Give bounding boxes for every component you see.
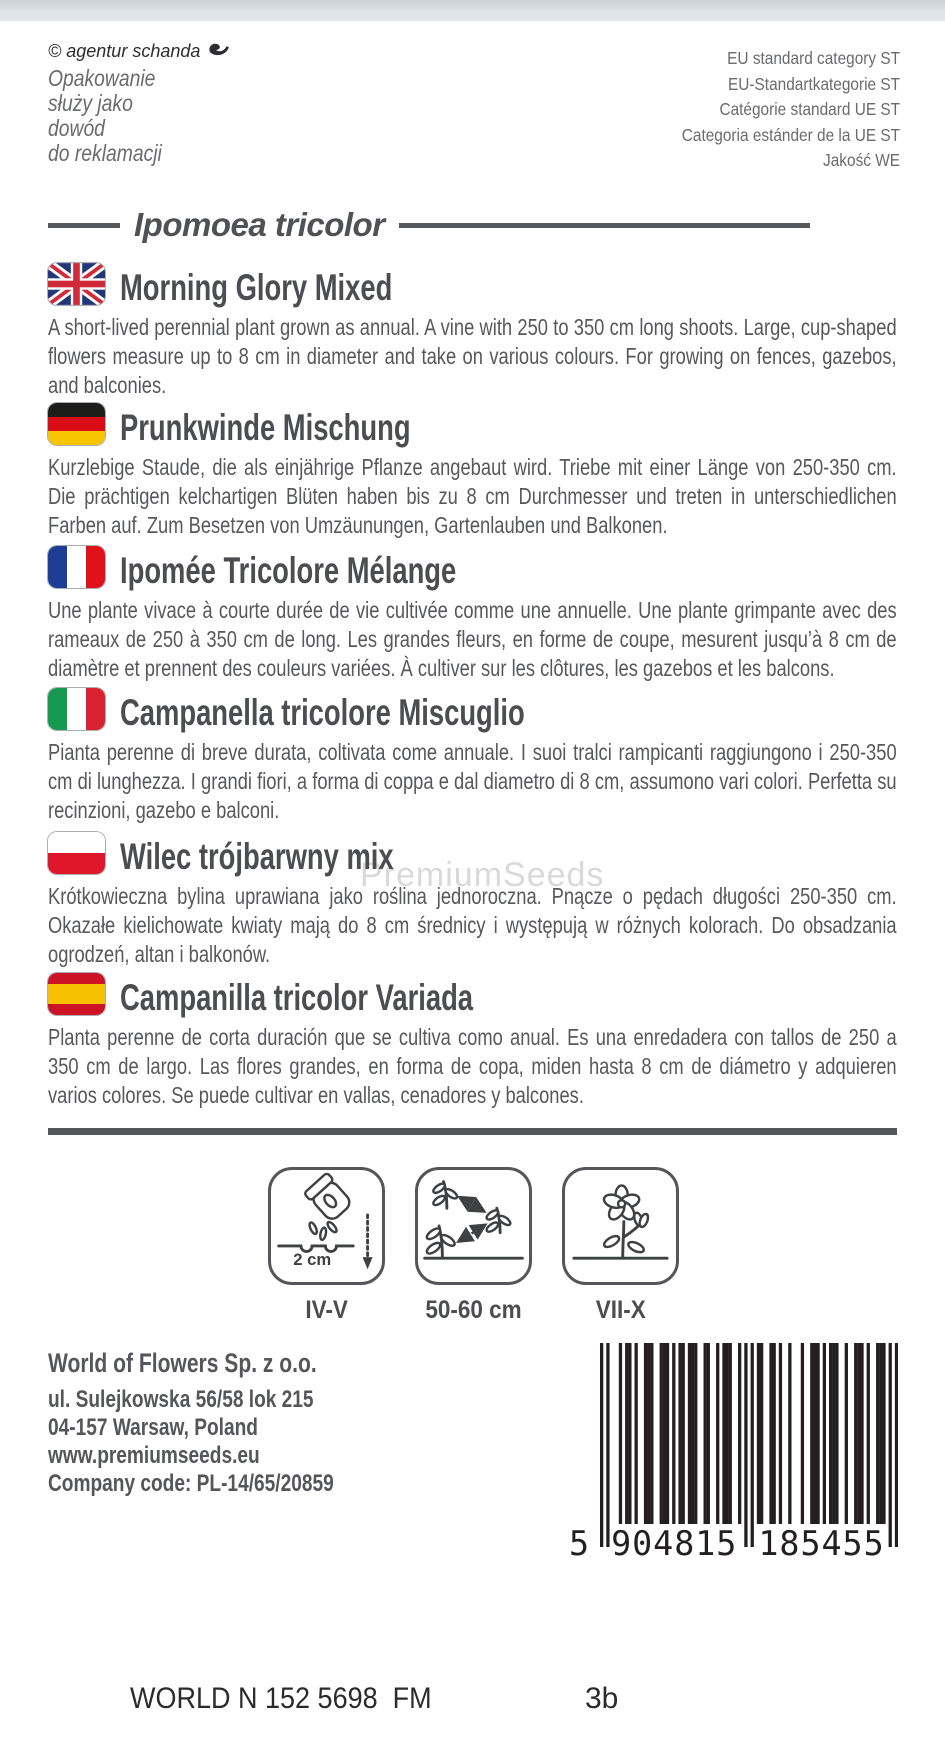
copyright-line bbox=[48, 40, 230, 62]
flowering-period-unit bbox=[562, 1167, 679, 1325]
company-address-line: 04-157 Warsaw, Poland bbox=[48, 1414, 258, 1441]
flowering-period-icon bbox=[562, 1167, 679, 1285]
section-italian bbox=[48, 688, 897, 825]
packaging-note-line: Opakowanie bbox=[48, 65, 156, 91]
copyright-text: © agentur schanda bbox=[48, 40, 201, 61]
flag-france-icon bbox=[48, 546, 105, 588]
barcode-bars bbox=[600, 1343, 898, 1547]
section-spanish bbox=[48, 973, 897, 1110]
company-block bbox=[48, 1348, 334, 1498]
section-italian-header bbox=[48, 688, 897, 733]
eu-category-line: EU standard category ST bbox=[727, 48, 900, 68]
section-spanish-header bbox=[48, 973, 897, 1018]
sowing-depth-label: 2 cm bbox=[293, 1249, 332, 1269]
packaging-note-line: służy jako bbox=[48, 90, 133, 116]
section-english bbox=[48, 263, 897, 400]
eu-category-line: Categoria estánder de la UE ST bbox=[681, 124, 900, 145]
page-code: 3b bbox=[585, 1682, 619, 1715]
ean-barcode bbox=[600, 1343, 898, 1547]
section-polish-body: Krótkowieczna bylina uprawiana jako roślina jednoroczna. Pnącze o pędach długości 250-350 cm. Okazałe kielichowate kwiaty mają do 8 cm średnicy i występują w różnych kolorach. Do obsadzania ogrodzeń, altan i balkonów. bbox=[48, 883, 897, 967]
section-german-header bbox=[48, 403, 897, 448]
section-polish-heading: Wilec trójbarwny mix bbox=[120, 835, 394, 877]
section-german-body: Kurzlebige Staude, die als einjährige Pflanze angebaut wird. Triebe mit einer Länge von 250-350 cm. Die prächtigen kelchartigen Blüten haben bis zu 8 cm Durchmesser und treten in unterschiedlichen Farben auf. Zum Besetzen von Umzäunungen, Gartenlauben und Balkonen. bbox=[48, 454, 897, 538]
flag-italy-icon bbox=[48, 688, 105, 730]
flag-germany-icon bbox=[48, 403, 105, 445]
company-address-line: Company code: PL-14/65/20859 bbox=[48, 1470, 334, 1497]
packaging-note bbox=[48, 66, 162, 166]
top-gray-bar bbox=[0, 0, 945, 21]
section-german bbox=[48, 403, 897, 540]
eu-category-block bbox=[682, 46, 900, 174]
title-right-rule bbox=[399, 223, 810, 228]
section-french-body: Une plante vivace à courte durée de vie cultivée comme une annuelle. Une plante grimpante avec des rameaux de 250 à 350 cm de long. Les grandes fleurs, en forme de coupe, mesurent jusqu’à 8 cm de diamètre et prennent des couleurs variées. À cultiver sur les clôtures, les gazebos et les balcons. bbox=[48, 597, 897, 681]
section-divider-rule bbox=[48, 1128, 897, 1135]
title-left-dash bbox=[48, 223, 120, 228]
section-italian-heading: Campanella tricolore Miscuglio bbox=[120, 691, 525, 733]
section-english-body: A short-lived perennial plant grown as annual. A vine with 250 to 350 cm long shoots. Large, cup-shaped flowers measure up to 8 cm in diameter and take on various colours. For growing on fences, gazebos, and balconies. bbox=[48, 314, 897, 398]
eu-category-line: EU-Standartkategorie ST bbox=[727, 73, 900, 94]
cultivation-icons-row bbox=[268, 1167, 679, 1325]
flowering-period-label: VII-X bbox=[595, 1296, 646, 1324]
premiumseeds-watermark: PremiumSeeds bbox=[360, 856, 605, 894]
section-spanish-heading: Campanilla tricolor Variada bbox=[120, 976, 474, 1018]
company-address-line: www.premiumseeds.eu bbox=[48, 1442, 260, 1469]
plant-spacing-icon bbox=[415, 1167, 532, 1285]
agentur-schanda-logo-icon bbox=[207, 40, 230, 62]
section-french bbox=[48, 546, 897, 683]
sowing-period-label: IV-V bbox=[305, 1296, 348, 1324]
flag-poland-icon bbox=[48, 832, 105, 874]
botanical-title-row bbox=[48, 206, 810, 244]
plant-spacing-unit bbox=[415, 1167, 532, 1325]
section-french-heading: Ipomée Tricolore Mélange bbox=[120, 549, 457, 591]
sowing-hand-icon bbox=[268, 1167, 385, 1285]
section-spanish-body: Planta perenne de corta duración que se cultiva como anual. Es una enredadera con tallos de 250 a 350 cm de largo. Las flores grandes, en forma de copa, miden hasta 8 cm de diámetro y adquieren varios colores. Se puede cultivar en vallas, cenadores y balcones. bbox=[48, 1024, 897, 1108]
company-address bbox=[48, 1386, 334, 1498]
section-polish bbox=[48, 832, 897, 969]
packaging-note-line: dowód bbox=[48, 115, 105, 141]
section-italian-body: Pianta perenne di breve durata, coltivata come annuale. I suoi tralci rampicanti raggiungono i 250-350 cm di lunghezza. I grandi fiori, a forma di coppa e dal diametro di 8 cm, assumono vari colori. Perfetta su recinzioni, gazebo e balconi. bbox=[48, 739, 897, 823]
packaging-note-line: do reklamacji bbox=[48, 140, 162, 166]
eu-category-line: Catégorie standard UE ST bbox=[719, 99, 900, 119]
barcode-digits: 5 904815 185455 bbox=[569, 1524, 885, 1564]
section-french-header bbox=[48, 546, 897, 591]
botanical-name: Ipomoea tricolor bbox=[134, 206, 385, 243]
company-address-line: ul. Sulejkowska 56/58 lok 215 bbox=[48, 1386, 314, 1413]
section-german-heading: Prunkwinde Mischung bbox=[120, 406, 411, 448]
sowing-depth-unit bbox=[268, 1167, 385, 1325]
eu-category-line: Jakość WE bbox=[822, 150, 900, 170]
print-code: WORLD N 152 5698 FM bbox=[130, 1682, 432, 1715]
flag-spain-icon bbox=[48, 973, 105, 1015]
company-name: World of Flowers Sp. z o.o. bbox=[48, 1348, 317, 1378]
section-english-header bbox=[48, 263, 897, 308]
flag-united-kingdom-icon bbox=[48, 263, 105, 305]
section-english-heading: Morning Glory Mixed bbox=[120, 266, 393, 308]
plant-spacing-label: 50-60 cm bbox=[425, 1296, 522, 1324]
